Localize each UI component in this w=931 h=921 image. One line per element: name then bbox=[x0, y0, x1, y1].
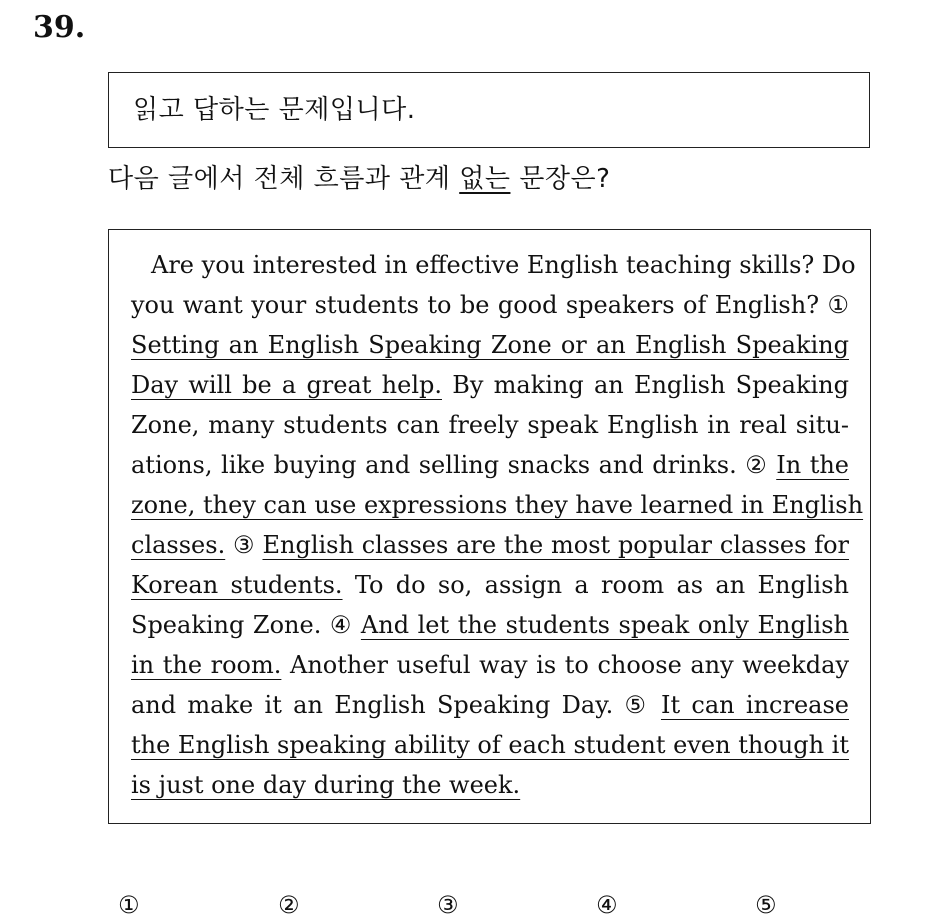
passage-line bbox=[131, 365, 849, 405]
question-emphasis: 없는 bbox=[459, 164, 511, 194]
passage-segment: Are you interested in effective English teaching skills? Do bbox=[151, 251, 856, 279]
underlined-sentence: And let the students speak only English bbox=[360, 611, 849, 639]
passage-line bbox=[131, 405, 849, 445]
instruction-box bbox=[108, 72, 870, 148]
underlined-sentence: In the bbox=[776, 451, 850, 479]
passage-segment: By making an English Speaking bbox=[442, 371, 849, 399]
underlined-sentence: Setting an English Speaking Zone or an English Speaking bbox=[131, 331, 849, 359]
passage-line bbox=[131, 605, 849, 645]
passage-box bbox=[108, 229, 871, 824]
question-text-before: 다음 글에서 전체 흐름과 관계 bbox=[108, 164, 460, 194]
passage-line bbox=[131, 765, 849, 805]
passage-segment: and make it an English Speaking Day. ⑤ bbox=[131, 691, 661, 719]
answer-options bbox=[0, 889, 931, 921]
passage-line bbox=[131, 485, 864, 525]
answer-option-5[interactable]: ⑤ bbox=[755, 891, 777, 919]
passage-text bbox=[131, 245, 864, 805]
underlined-sentence: English classes are the most popular classes for bbox=[262, 531, 849, 559]
answer-option-2[interactable]: ② bbox=[278, 891, 300, 919]
underlined-sentence: Korean students. bbox=[131, 571, 343, 599]
passage-line bbox=[131, 445, 849, 485]
passage-line bbox=[131, 285, 849, 325]
passage-line bbox=[131, 565, 849, 605]
question-number: 39. bbox=[33, 10, 86, 45]
passage-line bbox=[131, 645, 849, 685]
passage-segment: To do so, assign a room as an English bbox=[342, 571, 849, 599]
passage-segment: ③ bbox=[225, 531, 263, 559]
passage-line bbox=[131, 245, 856, 285]
passage-segment: Another useful way is to choose any weekday bbox=[281, 651, 850, 679]
answer-option-1[interactable]: ① bbox=[118, 891, 140, 919]
instruction-text: 읽고 답하는 문제입니다. bbox=[133, 95, 416, 125]
underlined-sentence: the English speaking ability of each student even though it bbox=[131, 731, 849, 759]
passage-segment: Zone, many students can freely speak English in real situ- bbox=[131, 411, 849, 439]
underlined-sentence: in the room. bbox=[131, 651, 282, 679]
question-text-after: 문장은? bbox=[510, 164, 611, 194]
passage-line bbox=[131, 325, 849, 365]
underlined-sentence: zone, they can use expressions they have learned in English bbox=[131, 491, 864, 519]
passage-segment: ations, like buying and selling snacks and drinks. ② bbox=[131, 451, 777, 479]
passage-segment: Speaking Zone. ④ bbox=[131, 611, 361, 639]
answer-option-3[interactable]: ③ bbox=[437, 891, 459, 919]
passage-line bbox=[131, 725, 849, 765]
passage-segment: you want your students to be good speakers of English? ① bbox=[131, 291, 849, 319]
underlined-sentence: classes. bbox=[131, 531, 226, 559]
underlined-sentence: It can increase bbox=[660, 691, 849, 719]
answer-option-4[interactable]: ④ bbox=[596, 891, 618, 919]
passage-line bbox=[131, 525, 849, 565]
underlined-sentence: Day will be a great help. bbox=[131, 371, 442, 399]
underlined-sentence: is just one day during the week. bbox=[131, 771, 521, 799]
passage-line bbox=[131, 685, 849, 725]
question-prompt bbox=[108, 160, 610, 198]
